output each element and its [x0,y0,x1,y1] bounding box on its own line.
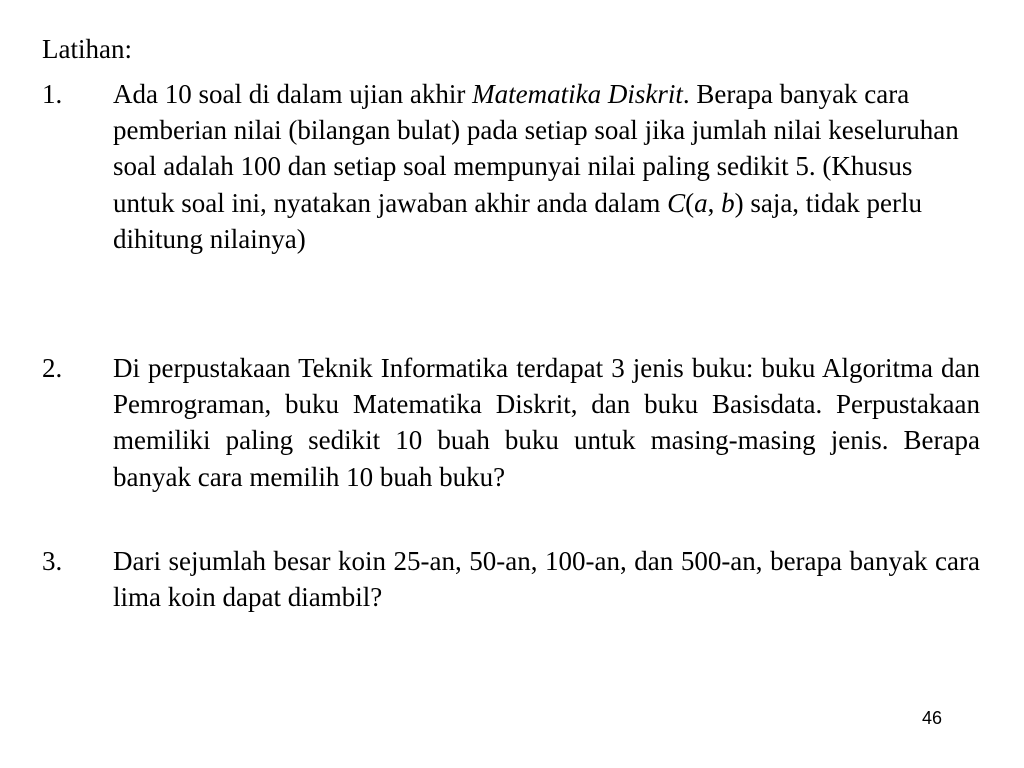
combination-symbol-a: a [694,187,708,218]
question-2-text: Di perpustakaan Teknik Informatika terdapat 3 jenis buku: buku Algoritma dan Pemrograman, buku Matematika Diskrit, dan buku Basisdata. Perpustakaan memiliki paling sedikit 10 buah buku untuk masing-masing jenis. Berapa banyak cara memilih 10 buah buku? [113,353,980,492]
question-1 [42,76,982,257]
course-name-italic: Matematika Diskrit [472,79,683,109]
question-1-text-part: . Berapa banyak cara pemberian nilai (bilangan bulat) pada setiap soal jika jumlah nilai keseluruhan soal adalah 100 dan setiap soal mempunyai nilai paling sedikit 5. (Khusus untuk soal ini, nyatakan jawaban akhir anda dalam [113,79,959,218]
question-2-number: 2. [42,353,63,383]
question-3-text: Dari sejumlah besar koin 25-an, 50-an, 100-an, dan 500-an, berapa banyak cara lima koin dapat diambil? [113,546,980,613]
slide-title: Latihan: [42,34,132,64]
question-1-text-part: , [707,187,722,218]
question-3-number: 3. [42,546,63,576]
question-3 [42,543,982,615]
page-number: 46 [921,708,942,728]
question-2 [42,350,982,495]
question-1-text-part: Ada 10 soal di dalam ujian akhir [113,79,473,109]
question-1-number: 1. [42,79,63,109]
question-1-text [113,76,980,257]
combination-symbol-c: C [667,187,686,218]
combination-symbol-b: b [721,187,735,218]
question-1-text-part: ) saja, tidak perlu dihitung nilainya) [113,187,923,254]
question-1-text-part: ( [685,187,695,218]
